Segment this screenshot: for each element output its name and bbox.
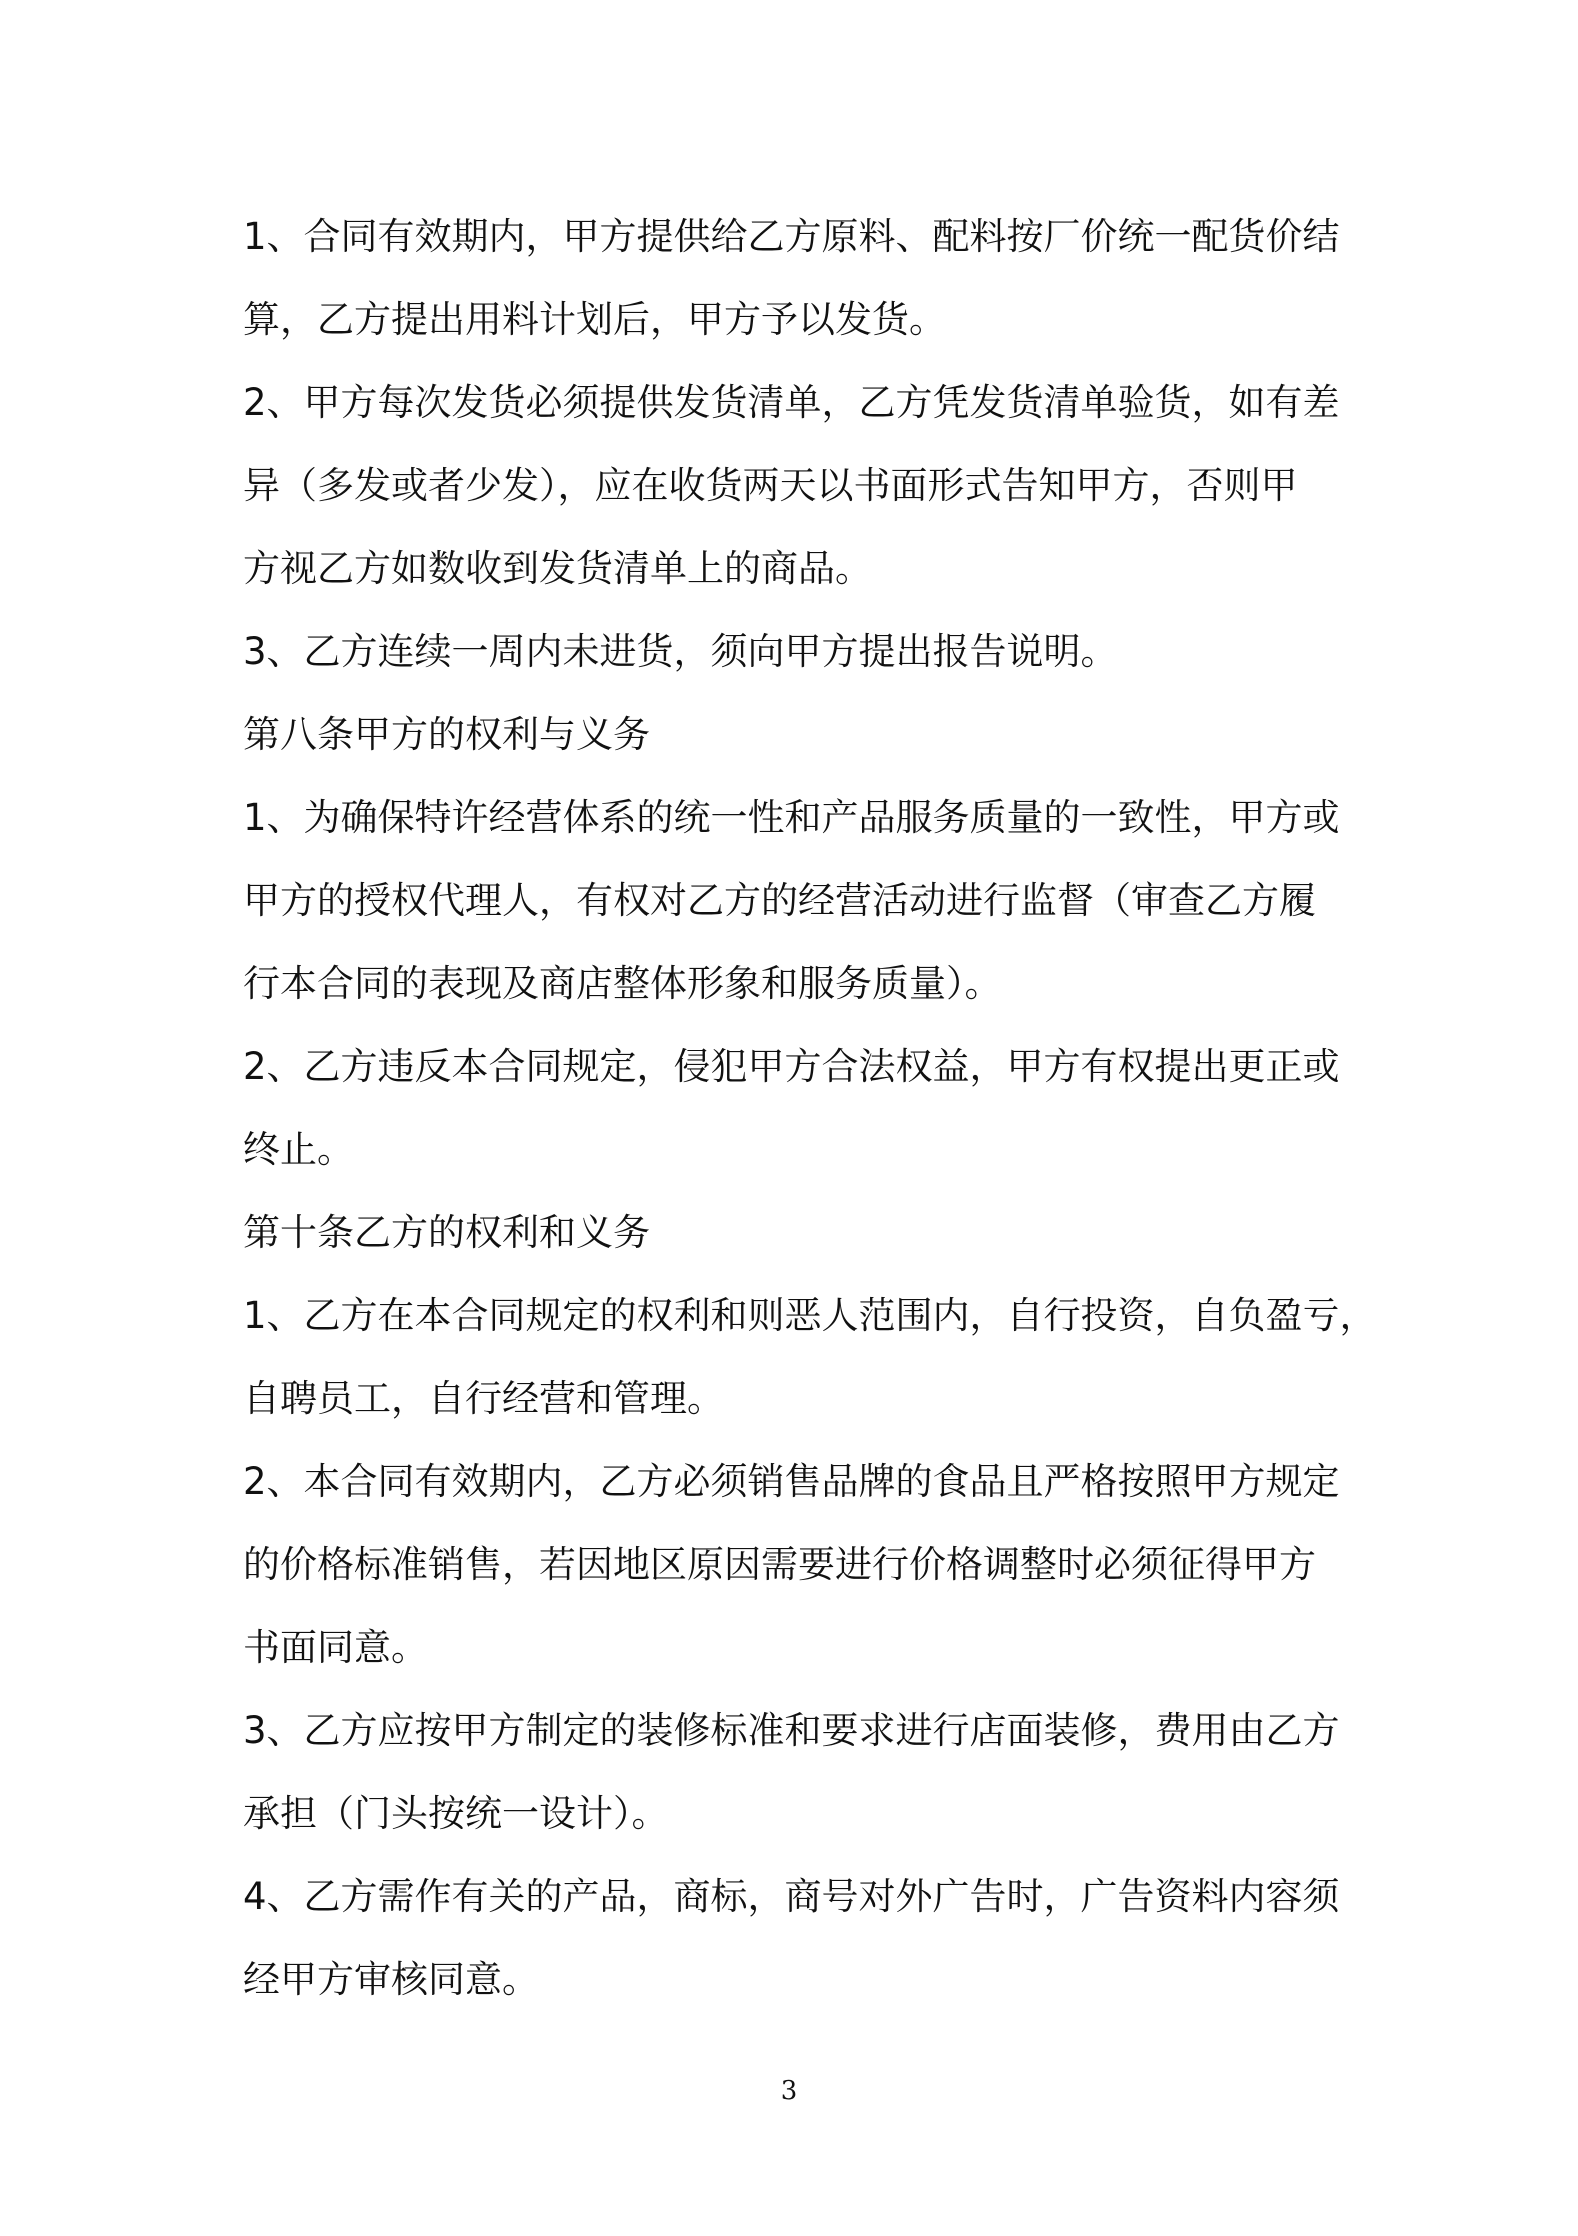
text-line: 承担（门头按统一设计）。 — [243, 1792, 669, 1835]
text-line: 甲方的授权代理人，有权对乙方的经营活动进行监督（审查乙方履 — [243, 879, 1316, 922]
text-line: 4、乙方需作有关的产品，商标，商号对外广告时，广告资料内容须 — [243, 1875, 1340, 1918]
text-line: 终止。 — [243, 1128, 354, 1171]
text-line: 书面同意。 — [243, 1626, 428, 1669]
text-line: 经甲方审核同意。 — [243, 1958, 539, 2001]
text-line: 方视乙方如数收到发货清单上的商品。 — [243, 547, 872, 590]
text-line: 2、甲方每次发货必须提供发货清单，乙方凭发货清单验货，如有差 — [243, 381, 1340, 424]
text-line: 1、为确保特许经营体系的统一性和产品服务质量的一致性，甲方或 — [243, 796, 1340, 839]
page-number: 3 — [780, 2076, 798, 2106]
text-line: 自聘员工，自行经营和管理。 — [243, 1377, 724, 1420]
text-line: 行本合同的表现及商店整体形象和服务质量）。 — [243, 962, 1002, 1005]
text-line: 2、本合同有效期内，乙方必须销售品牌的食品且严格按照甲方规定 — [243, 1460, 1340, 1503]
text-line: 3、乙方应按甲方制定的装修标准和要求进行店面装修，费用由乙方 — [243, 1709, 1340, 1752]
section-heading: 第十条乙方的权利和义务 — [243, 1211, 650, 1254]
text-line: 算，乙方提出用料计划后，甲方予以发货。 — [243, 298, 946, 341]
text-line: 的价格标准销售，若因地区原因需要进行价格调整时必须征得甲方 — [243, 1543, 1316, 1586]
text-line: 2、乙方违反本合同规定，侵犯甲方合法权益，甲方有权提出更正或 — [243, 1045, 1340, 1088]
section-heading: 第八条甲方的权利与义务 — [243, 713, 650, 756]
document-body — [243, 195, 1377, 2021]
text-line: 异（多发或者少发），应在收货两天以书面形式告知甲方，否则甲 — [243, 464, 1298, 507]
text-line: 3、乙方连续一周内未进货，须向甲方提出报告说明。 — [243, 630, 1118, 673]
text-line: 1、乙方在本合同规定的权利和则恶人范围内，自行投资，自负盈亏， — [243, 1294, 1377, 1337]
text-line: 1、合同有效期内，甲方提供给乙方原料、配料按厂价统一配货价结 — [243, 215, 1340, 258]
